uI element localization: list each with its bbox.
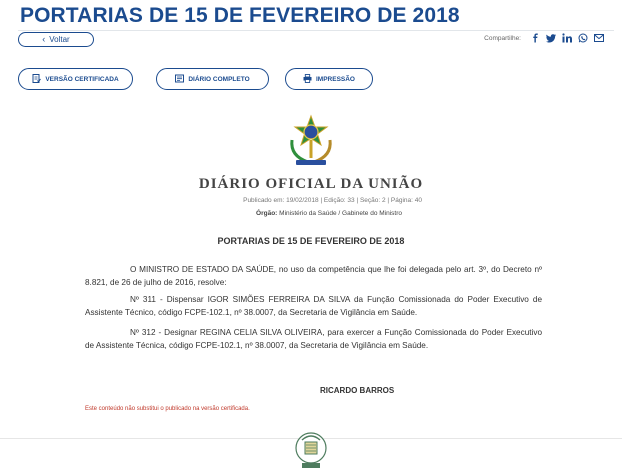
document-paragraph: Nº 311 - Dispensar IGOR SIMÕES FERREIRA DA SILVA da Função Comissionada do Poder Executivo de Assistente Técnico, código FCPE-102.1, nº 38.0007, da Secretaria de Vigilância em Saúde.: [85, 295, 542, 317]
chevron-left-icon: ‹: [42, 34, 46, 44]
section-title: PORTARIAS DE 15 DE FEVEREIRO DE 2018: [217, 236, 405, 246]
title-divider: [18, 30, 614, 31]
back-button[interactable]: [18, 32, 94, 47]
back-button-label: Voltar: [49, 35, 70, 44]
brazil-coat-of-arms-icon: [288, 114, 334, 168]
page-title: PORTARIAS DE 15 DE FEVEREIRO DE 2018: [20, 4, 460, 27]
orgao-label: Órgão:: [256, 210, 278, 217]
orgao-line: [178, 210, 402, 217]
full-diary-button[interactable]: [156, 68, 269, 90]
document-paragraph: O MINISTRO DE ESTADO DA SAÚDE, no uso da competência que lhe foi delegada pelo art. 3º, do Decreto nº 8.821, de 26 de julho de 2016, resolve:: [85, 265, 542, 287]
twitter-icon[interactable]: [546, 33, 556, 43]
full-diary-label: DIÁRIO COMPLETO: [188, 75, 250, 83]
whatsapp-icon[interactable]: [578, 33, 588, 43]
facebook-icon[interactable]: [530, 33, 540, 43]
diario-oficial-masthead: DIÁRIO OFICIAL DA UNIÃO: [198, 176, 424, 192]
linkedin-icon[interactable]: [562, 33, 572, 43]
certified-version-label: VERSÃO CERTIFICADA: [45, 75, 119, 83]
share-label: Compartilhe:: [484, 34, 521, 42]
imprensa-nacional-seal-icon: [290, 428, 332, 472]
email-icon[interactable]: [594, 33, 604, 43]
newspaper-icon: [175, 74, 184, 85]
print-label: IMPRESSÃO: [315, 75, 355, 83]
certified-document-icon: [32, 74, 41, 85]
document-paragraph: Nº 312 - Designar REGINA CELIA SILVA OLIVEIRA, para exercer a Função Comissionada do Poder Executivo de Assistente Técnica, código FCPE-102.1, nº 38.0007, da Secretaria de Vigilância em Saúde.: [85, 328, 542, 350]
signature: RICARDO BARROS: [320, 386, 395, 395]
certified-version-button[interactable]: [18, 68, 133, 90]
share-bar: [484, 33, 604, 43]
publication-info: Publicado em: 19/02/2018 | Edição: 33 | Seção: 2 | Página: 40: [243, 197, 422, 204]
orgao-value: Ministério da Saúde / Gabinete do Ministro: [279, 210, 402, 217]
printer-icon: [303, 74, 312, 85]
print-button[interactable]: [285, 68, 373, 90]
disclaimer-text: Este conteúdo não substitui o publicado na versão certificada.: [85, 406, 250, 412]
